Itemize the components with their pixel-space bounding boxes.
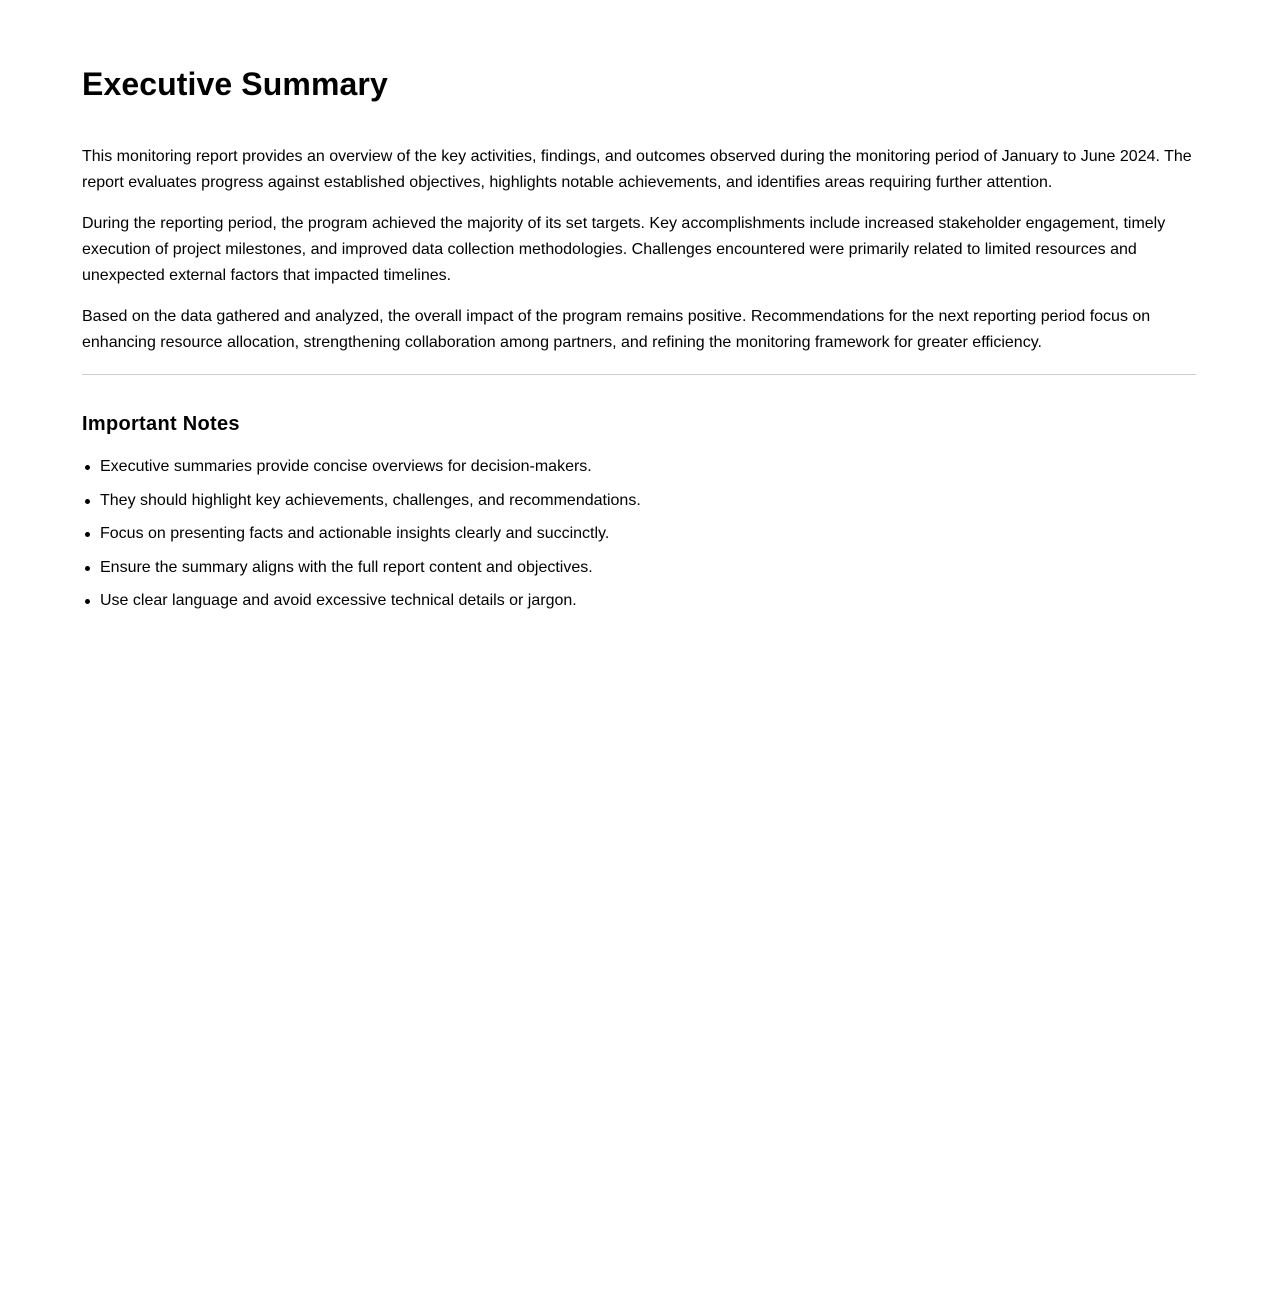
- notes-list: [82, 456, 1196, 612]
- list-item: [100, 590, 1196, 612]
- list-item-text: They should highlight key achievements, challenges, and recommendations.: [100, 491, 641, 509]
- list-item-text: Ensure the summary aligns with the full report content and objectives.: [100, 558, 593, 576]
- notes-heading: Important Notes: [82, 413, 240, 435]
- summary-paragraph: During the reporting period, the program achieved the majority of its set targets. Key accomplishments include increased stakeholder engagement, timely execution of project milestones, and improved data collection methodologies. Challenges encountered were primarily related to limited resources and unexpected external factors that impacted timelines.: [82, 215, 1166, 284]
- bullet-icon: [85, 532, 90, 537]
- summary-paragraph: Based on the data gathered and analyzed, the overall impact of the program remains positive. Recommendations for the next reporting period focus on enhancing resource allocation, strengthening collaboration among partners, and refining the monitoring framework for greater efficiency.: [82, 308, 1151, 351]
- list-item: [100, 557, 1196, 579]
- section-divider: [82, 374, 1196, 375]
- bullet-icon: [85, 499, 90, 504]
- list-item-text: Use clear language and avoid excessive technical details or jargon.: [100, 592, 577, 610]
- list-item-text: Executive summaries provide concise overviews for decision-makers.: [100, 458, 592, 475]
- bullet-icon: [85, 465, 90, 470]
- bullet-icon: [85, 599, 90, 604]
- bullet-icon: [85, 566, 90, 571]
- list-item-text: Focus on presenting facts and actionable insights clearly and succinctly.: [100, 525, 610, 543]
- list-item: [100, 523, 1196, 545]
- summary-paragraph: This monitoring report provides an overview of the key activities, findings, and outcomes observed during the monitoring period of January to June 2024. The report evaluates progress against established objectives, highlights notable achievements, and identifies areas requiring further attention.: [82, 148, 1192, 191]
- notes-section: [82, 409, 1196, 612]
- page-title: Executive Summary: [82, 66, 388, 102]
- summary-section: [82, 144, 1196, 356]
- list-item: [100, 456, 1196, 478]
- list-item: [100, 490, 1196, 512]
